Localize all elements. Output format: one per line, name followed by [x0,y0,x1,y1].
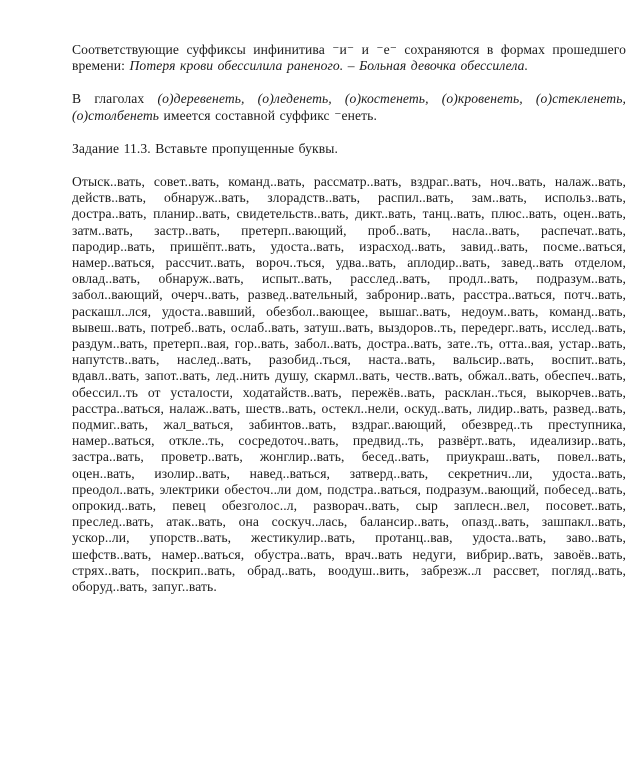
italic-text-run: (о)деревенеть, (о)леденеть, (о)костенеть, (о)кровенеть, (о)стекленеть, (о)столбенеть [72,91,626,123]
text-run: Соответствующие суффиксы инфинитива ⁻и⁻ и ⁻е⁻ сохраняются в формах прошедшего времени: [72,42,626,74]
text-run: Задание 11.3. Вставьте пропущенные буквы. [72,140,338,156]
paragraph-intro-rule [72,42,626,74]
task-heading [72,141,626,157]
text-run: В глаголах [72,91,158,107]
italic-text-run: Потеря крови обессилила раненого. – Больная девочка обессилела. [129,58,529,74]
paragraph-suffix-note [72,91,626,123]
exercise-word-list [72,174,626,595]
text-run: Отыск..вать, совет..вать, команд..вать, рассматр..вать, вздраг..вать, ноч..вать, налаж..вать, действ..вать, обнаруж..вать, злорадств..вать, распил..вать, зам..вать, использ..вать, достра..вать, планир..вать, свидетельств..вать, дикт..вать, танц..вать, плюс..вать, оцен..вать, затм..вать, застр..вать, претерп..вающий, проб..вать, насла..вать, распечат..вать, пародир..вать, пришёпт..вать, удоста..вать, израсход..вать, завид..вать, посме..ваться, намер..ваться, рассчит..вать, вороч..ться, удва..вать, аплодир..вать, завед..вать отделом, овлад..вать, обнаруж..вать, испыт..вать, расслед..вать, продл..вать, подразум..вать, забол..вающий, очерч..вать, развед..вательный, забронир..вать, расстра..ваться, потч..вать, раскашл..лся, удоста..вавший, обезбол..вающее, вышаг..вать, недоум..вать, команд..вать, вывеш..вать, потреб..вать, ослаб..вать, затуш..вать, выздоров..ть, передерг..вать, исслед..вать, раздум..вать, претерп..вая, гор..вать, забол..вать, достра..вать, зате..ть, отта..вая, устар..вать, напутств..вать, наслед..вать, разобид..ться, наста..вать, вальсир..вать, воспит..вать, вдавл..вать, запот..вать, лед..нить душу, скармл..вать, честв..вать, обжал..вать, обеспеч..вать, обессил..ть от усталости, ходатайств..вать, пережёв..вать, расклан..ться, выкорчев..вать, расстра..ваться, налаж..вать, шеств..вать, остекл..нели, оскуд..вать, лидир..вать, развед..вать, подмиг..вать, жал_ваться, забинтов..вать, вздраг..вающий, обезвред..ть преступника, намер..ваться, откле..ть, сосредоточ..вать, предвид..ть, развёрт..вать, идеализир..вать, застра..вать, проветр..вать, жонглир..вать, бесед..вать, приукраш..вать, повел..вать, оцен..вать, изолир..вать, навед..ваться, затверд..вать, секретнич..ли, удоста..вать, преодол..вать, электрики обесточ..ли дом, подстра..ваться, подразум..вающий, побесед..вать, опрокид..вать, певец обезголос..л, разворач..вать, сыр заплесн..вел, посовет..вать, преслед..вать, атак..вать, она соскуч..лась, балансир..вать, опазд..вать, зашпакл..вать, ускор..ли, упорств..вать, жестикулир..вать, протанц..вав, удоста..вать, заво..вать, шефств..вать, намер..ваться, обустра..вать, врач..вать недуги, вибрир..вать, завоёв..вать, стрях..вать, поскрип..вать, обрад..вать, воодуш..вить, забрезж..л рассвет, погляд..вать, оборуд..вать, запуг..вать. [72,174,626,595]
text-run: имеется составной суффикс ⁻енеть. [159,107,377,123]
